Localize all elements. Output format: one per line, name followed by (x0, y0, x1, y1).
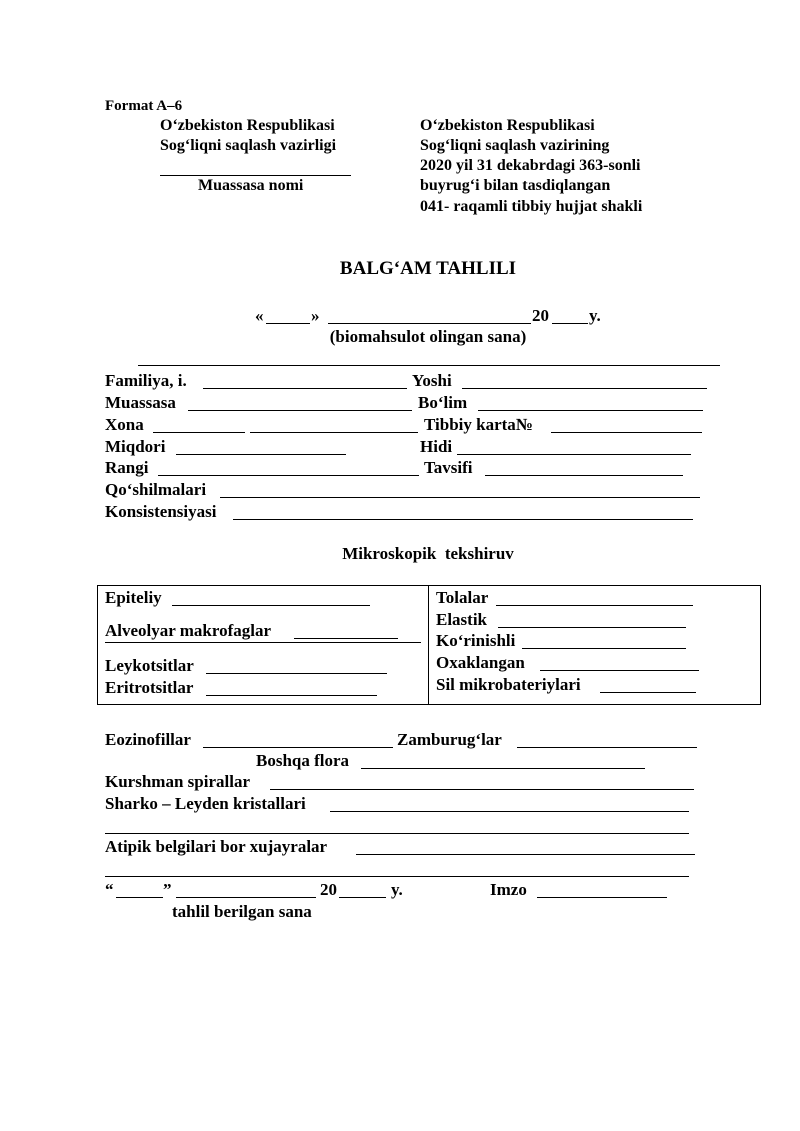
right-header-line1: O‘zbekiston Respublikasi (420, 117, 595, 134)
label-boshqa-flora: Boshqa flora (256, 751, 350, 770)
label-xona: Xona (105, 415, 144, 434)
label-elastik: Elastik (436, 610, 488, 629)
tolalar-field[interactable] (496, 605, 693, 606)
hidi-field[interactable] (457, 454, 691, 455)
epiteliy-field[interactable] (172, 605, 370, 606)
tibbiy-karta-field[interactable] (551, 432, 702, 433)
label-tavsifi: Tavsifi (424, 458, 473, 477)
atipik-field[interactable] (356, 854, 695, 855)
footer-close-quote: ” (163, 880, 172, 899)
label-atipik: Atipik belgilari bor xujayralar (105, 837, 328, 856)
label-zamburuglar: Zamburug‘lar (397, 730, 502, 749)
label-imzo: Imzo (490, 880, 527, 899)
label-eozinofillar: Eozinofillar (105, 730, 191, 749)
label-yoshi: Yoshi (412, 371, 452, 390)
microscopy-divider (428, 585, 429, 705)
zamburuglar-field[interactable] (517, 747, 697, 748)
date-century: 20 (532, 306, 549, 325)
alveolyar-underline (105, 642, 421, 643)
atipik-extra-line[interactable] (105, 876, 689, 877)
xona-field-2[interactable] (250, 432, 418, 433)
label-hidi: Hidi (420, 437, 453, 456)
date-year-line[interactable] (552, 323, 588, 324)
alveolyar-field[interactable] (294, 638, 398, 639)
label-epiteliy: Epiteliy (105, 588, 162, 607)
date-open-quote: « (255, 306, 264, 325)
label-alveolyar: Alveolyar makrofaglar (105, 621, 272, 640)
label-muassasa: Muassasa (105, 393, 176, 412)
footer-year-suffix: y. (391, 880, 403, 899)
familiya-field[interactable] (203, 388, 407, 389)
footer-century: 20 (320, 880, 337, 899)
label-kurshman: Kurshman spirallar (105, 772, 250, 791)
kurshman-field[interactable] (270, 789, 694, 790)
label-bolim: Bo‘lim (418, 393, 468, 412)
footer-caption: tahlil berilgan sana (172, 902, 312, 921)
konsistensiyasi-field[interactable] (233, 519, 693, 520)
date-day-line[interactable] (266, 323, 310, 324)
separator-line (138, 365, 720, 366)
xona-field-1[interactable] (153, 432, 245, 433)
tavsifi-field[interactable] (485, 475, 683, 476)
label-familiya: Familiya, i. (105, 371, 187, 390)
sharko-extra-line[interactable] (105, 833, 689, 834)
oxaklangan-field[interactable] (540, 670, 699, 671)
label-tibbiy-karta: Tibbiy karta№ (424, 415, 533, 434)
label-eritrotsitlar: Eritrotsitlar (105, 678, 194, 697)
left-header-ministry: Sog‘liqni saqlash vazirligi (160, 137, 337, 154)
date-year-suffix: y. (589, 306, 601, 325)
footer-day-line[interactable] (116, 897, 163, 898)
right-header-line2: Sog‘liqni saqlash vazirining (420, 137, 610, 154)
date-month-line[interactable] (328, 323, 531, 324)
date-close-quote: » (311, 306, 320, 325)
label-miqdori: Miqdori (105, 437, 166, 456)
miqdori-field[interactable] (176, 454, 346, 455)
format-label: Format A–6 (105, 98, 183, 114)
right-header-line4: buyrug‘i bilan tasdiqlangan (420, 177, 611, 194)
label-rangi: Rangi (105, 458, 149, 477)
boshqa-flora-field[interactable] (361, 768, 645, 769)
signature-field[interactable] (537, 897, 667, 898)
label-oxaklangan: Oxaklangan (436, 653, 525, 672)
korinishli-field[interactable] (522, 648, 686, 649)
label-konsistensiyasi: Konsistensiyasi (105, 502, 217, 521)
label-sharko: Sharko – Leyden kristallari (105, 794, 306, 813)
elastik-field[interactable] (498, 627, 686, 628)
label-sil: Sil mikrobateriylari (436, 675, 581, 694)
date-caption: (biomahsulot olingan sana) (329, 327, 527, 346)
eritrotsitlar-field[interactable] (206, 695, 377, 696)
page-title: BALG‘AM TAHLILI (339, 258, 517, 279)
right-header-line5: 041- raqamli tibbiy hujjat shakli (420, 198, 643, 215)
footer-month-line[interactable] (176, 897, 316, 898)
institution-caption: Muassasa nomi (198, 177, 304, 194)
label-korinishli: Ko‘rinishli (436, 631, 516, 650)
sharko-field[interactable] (330, 811, 689, 812)
bolim-field[interactable] (478, 410, 703, 411)
micro-heading: Mikroskopik tekshiruv (342, 544, 514, 563)
sil-field[interactable] (600, 692, 696, 693)
footer-year-line[interactable] (339, 897, 386, 898)
institution-name-line[interactable] (160, 175, 351, 176)
label-qoshilmalari: Qo‘shilmalari (105, 480, 207, 499)
yoshi-field[interactable] (462, 388, 707, 389)
muassasa-field[interactable] (188, 410, 412, 411)
leykotsitlar-field[interactable] (206, 673, 387, 674)
eozinofillar-field[interactable] (203, 747, 393, 748)
rangi-field[interactable] (158, 475, 419, 476)
qoshilmalari-field[interactable] (220, 497, 700, 498)
label-tolalar: Tolalar (436, 588, 489, 607)
right-header-line3: 2020 yil 31 dekabrdagi 363-sonli (420, 157, 641, 174)
left-header-country: O‘zbekiston Respublikasi (160, 117, 335, 134)
microscopy-table (97, 585, 761, 705)
label-leykotsitlar: Leykotsitlar (105, 656, 194, 675)
footer-open-quote: “ (105, 880, 114, 899)
